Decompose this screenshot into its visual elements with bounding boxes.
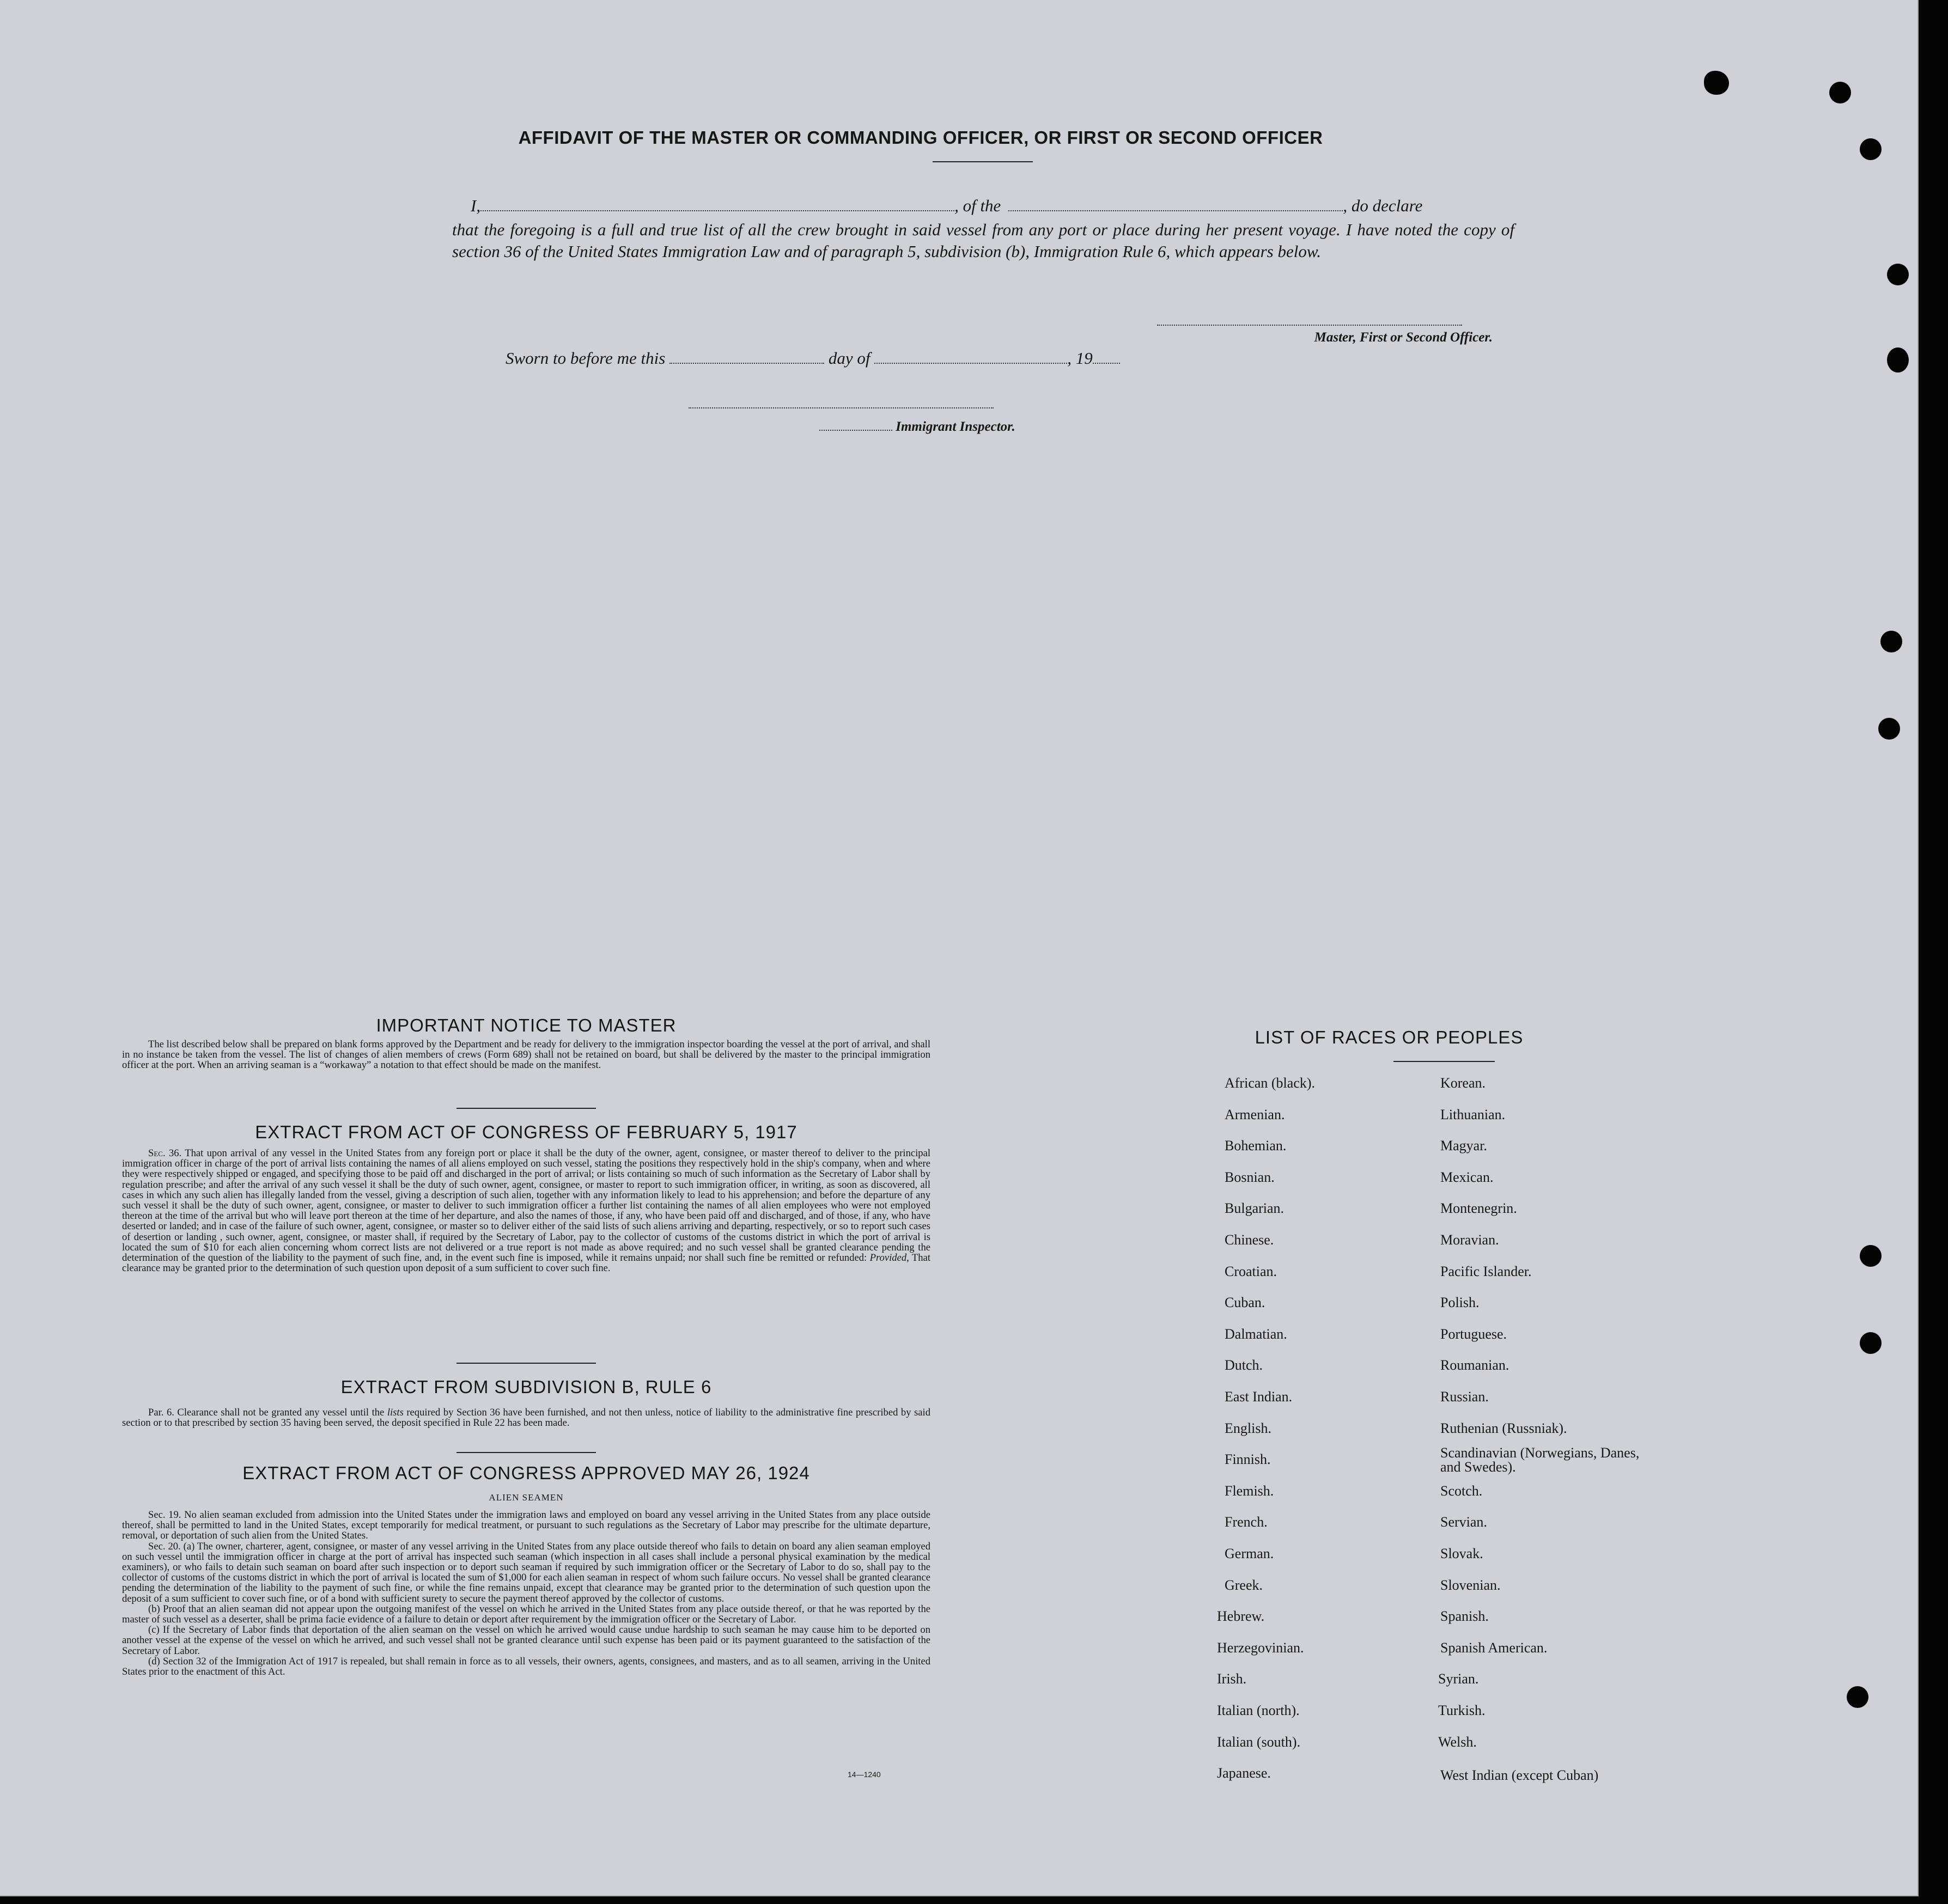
punch-hole bbox=[1880, 631, 1902, 652]
sec-36-text-end: That clearance may be granted prior to the determination of such question upon deposit of a sum sufficient to cover such fine. bbox=[122, 1252, 930, 1274]
master-signature-line[interactable] bbox=[1157, 325, 1462, 326]
do-declare-text: , do declare bbox=[1343, 196, 1423, 215]
sworn-day-field[interactable] bbox=[669, 351, 824, 364]
race-item: Armenian. bbox=[1225, 1107, 1285, 1122]
extract-1917-title: EXTRACT FROM ACT OF CONGRESS OF FEBRUARY 5, 1917 bbox=[255, 1122, 798, 1142]
inspector-signature-line[interactable] bbox=[689, 407, 994, 408]
race-item: Pacific Islander. bbox=[1440, 1264, 1532, 1279]
race-item: Scotch. bbox=[1440, 1483, 1483, 1499]
section-divider bbox=[456, 1363, 596, 1364]
race-item: Syrian. bbox=[1438, 1671, 1479, 1687]
inspector-label: Immigrant Inspector. bbox=[896, 419, 1015, 434]
race-item: Korean. bbox=[1440, 1075, 1486, 1091]
punch-hole bbox=[1860, 1245, 1882, 1267]
affidavit-title-rule bbox=[933, 161, 1033, 162]
race-item: Magyar. bbox=[1440, 1138, 1487, 1154]
race-item: Moravian. bbox=[1440, 1232, 1499, 1248]
punch-hole bbox=[1704, 71, 1729, 95]
master-signature-label: Master, First or Second Officer. bbox=[1314, 330, 1493, 345]
affidavit-title: AFFIDAVIT OF THE MASTER OR COMMANDING OFFICER, OR FIRST OR SECOND OFFICER bbox=[518, 127, 1323, 148]
notice-body: The list described below shall be prepared on blank forms approved by the Department and be ready for delivery to the immigration inspector boarding the vessel at the port of arrival, and shall in no instance be taken from the vessel. The list of changes of alien members of crews (Form 689) shall not be retained on board, but shall be delivered by the master to the principal immigration officer at the port. When an arriving seaman is a “workaway” a notation to that effect should be made on the manifest. bbox=[122, 1039, 930, 1071]
race-item: Bosnian. bbox=[1225, 1169, 1275, 1185]
race-item: Slovak. bbox=[1440, 1546, 1483, 1561]
race-item: Cuban. bbox=[1225, 1295, 1265, 1310]
race-item: Finnish. bbox=[1225, 1451, 1271, 1467]
punch-hole bbox=[1847, 1686, 1868, 1708]
race-item: West Indian (except Cuban) bbox=[1440, 1767, 1599, 1783]
rule6-lists-word: lists bbox=[387, 1407, 404, 1418]
sworn-line bbox=[506, 349, 1120, 368]
race-item: German. bbox=[1225, 1546, 1274, 1561]
punch-hole bbox=[1860, 1332, 1882, 1354]
race-item: Servian. bbox=[1440, 1514, 1487, 1530]
race-item: Bohemian. bbox=[1225, 1138, 1287, 1154]
declarant-prefix: I, bbox=[471, 196, 481, 215]
race-item: Spanish American. bbox=[1440, 1640, 1548, 1656]
race-item: Irish. bbox=[1217, 1671, 1247, 1687]
year-prefix: , 19 bbox=[1067, 349, 1093, 368]
of-the-text: , of the bbox=[954, 196, 1001, 215]
sec-36-text: That upon arrival of any vessel in the United States from any foreign port or place it shall be the duty of the owner, agent, consignee, or master thereof to deliver to the principal immigration officer in charge of the port of arrival lists containing the names of all aliens employed on such vessel, stating the positions they respectively hold in the ship's company, when and where they were respectively shipped or engaged, and specifying those to be paid off and discharged in the port of arrival; or lists containing so much of such information as the Secretary of Labor shall by regulation prescribe; and after the arrival of any such vessel it shall be the duty of such owner, agent, consignee, or master to report to such immigration officer, in writing, as soon as discovered, all cases in which any such alien has illegally landed from the vessel, giving a description of such alien, together with any information likely to lead to his apprehension; and before the departure of any such vessel it shall be the duty of such owner, agent, consignee, or master to deliver to such immigration officer a further list containing the names of all alien employees who were not employed thereon at the time of the arrival but who will leave port thereon at the time of her departure, and also the names of those, if any, who have been paid off and discharged, and of those, if any, who have deserted or landed; and in case of the failure of such owner, agent, consignee, or master so to deliver either of the said lists of such aliens arriving and departing, respectively, or so to report such cases of desertion or landing , such owner, agent, consignee, or master shall, if required by the Secretary of Labor, pay to the collector of customs of the customs district in which the port of arrival is located the sum of $10 for each alien concerning whom correct lists are not delivered or a true report is not made as above required; and no such vessel shall be granted clearance pending the determination of the question of the liability to the payment of such fine, and, in the event such fine is imposed, while it remains unpaid; nor shall such fine be remitted or refunded: bbox=[122, 1148, 931, 1264]
race-item: Ruthenian (Russniak). bbox=[1440, 1420, 1567, 1436]
race-item: Croatian. bbox=[1225, 1264, 1277, 1279]
sec-20c-paragraph: (c) If the Secretary of Labor finds that deportation of the alien seaman on the vessel on which he arrived would cause undue hardship to such seaman he may cause him to be deported on another vessel at the expense of the vessel on which he arrived, and such vessel shall not be granted clearance until such expense has been paid or its payment guaranteed to the satisfaction of the Secretary of Labor. bbox=[122, 1624, 930, 1657]
extract-1917-body bbox=[122, 1148, 930, 1273]
vessel-name-field[interactable] bbox=[1008, 198, 1343, 211]
punch-hole bbox=[1887, 264, 1909, 285]
section-divider bbox=[456, 1452, 596, 1453]
race-item: Portuguese. bbox=[1440, 1326, 1507, 1342]
race-item: Herzegovinian. bbox=[1217, 1640, 1304, 1656]
sworn-year-field[interactable] bbox=[1093, 351, 1120, 364]
race-item: Bulgarian. bbox=[1225, 1200, 1285, 1216]
race-item: Flemish. bbox=[1225, 1483, 1274, 1499]
provided-word: Provided, bbox=[869, 1252, 909, 1264]
rule6-text-a: Par. 6. Clearance shall not be granted any vessel until the bbox=[148, 1407, 387, 1418]
race-item: Mexican. bbox=[1440, 1169, 1494, 1185]
alien-seamen-subtitle: ALIEN SEAMEN bbox=[489, 1492, 564, 1503]
rule6-text-b: required by Section 36 have been furnished, and not then unless, notice of liability to the administrative fine prescribed by said section or to that prescribed by section 35 having been served, the deposit specified in Rule 22 has been made. bbox=[122, 1407, 930, 1429]
sec-19-paragraph: Sec. 19. No alien seaman excluded from admission into the United States under the immigration laws and employed on board any vessel arriving in the United States from any place outside thereof, shall be permitted to land in the United States, except temporarily for medical treatment, or pursuant to such regulations as the Secretary of Labor may prescribe for the ultimate departure, removal, or deportation of such alien from the United States. bbox=[122, 1509, 930, 1542]
affidavit-body: that the foregoing is a full and true list of all the crew brought in said vessel from any port or place during her present voyage. I have noted the copy of section 36 of the United States Immigration Law and of paragraph 5, subdivision (b), Immigration Rule 6, which appears below. bbox=[452, 220, 1514, 261]
inspector-line bbox=[819, 419, 1015, 435]
race-item: Japanese. bbox=[1217, 1765, 1271, 1781]
race-item: Greek. bbox=[1225, 1577, 1263, 1593]
sworn-text: Sworn to before me this bbox=[506, 349, 666, 368]
race-item: Montenegrin. bbox=[1440, 1200, 1517, 1216]
race-item: Lithuanian. bbox=[1440, 1107, 1506, 1122]
punch-hole bbox=[1860, 138, 1882, 160]
race-item: Italian (south). bbox=[1217, 1734, 1301, 1750]
race-item: African (black). bbox=[1225, 1075, 1316, 1091]
race-item: Chinese. bbox=[1225, 1232, 1274, 1248]
race-item: Slovenian. bbox=[1440, 1577, 1501, 1593]
race-item: Roumanian. bbox=[1440, 1357, 1509, 1373]
race-item: Scandinavian (Norwegians, Danes, and Swedes). bbox=[1440, 1445, 1640, 1475]
extract-1924-body bbox=[122, 1510, 930, 1677]
races-title-rule bbox=[1393, 1061, 1495, 1062]
form-number: 14—1240 bbox=[848, 1770, 881, 1779]
declarant-name-field[interactable] bbox=[480, 198, 954, 211]
sworn-month-field[interactable] bbox=[874, 351, 1067, 364]
race-item: East Indian. bbox=[1225, 1389, 1293, 1405]
race-item: Italian (north). bbox=[1217, 1702, 1300, 1718]
race-item: English. bbox=[1225, 1420, 1271, 1436]
affidavit-line-1 bbox=[471, 196, 1512, 216]
extract-rule6-title: EXTRACT FROM SUBDIVISION B, RULE 6 bbox=[340, 1377, 712, 1397]
sec-20a-paragraph: Sec. 20. (a) The owner, charterer, agent, consignee, or master of any vessel arriving in the United States from any place outside thereof who fails to detain on board any alien seaman employed on such vessel until the immigration officer in charge at the port of arrival has inspected such seaman (which inspection in all cases shall include a personal physical examination by the medical examiners), or who fails to detain such seaman on board after such inspection or to deport such seaman if required by such immigration officer or the Secretary of Labor to do so, shall pay to the collector of customs of the customs district in which the port of arrival is located the sum of $1,000 for each alien seaman in respect of whom such failure occurs. No vessel shall be granted clearance pending the determination of the liability to the payment of such fine, or while the fine remains unpaid, except that clearance may be granted prior to the determination of such question upon the deposit of a sum sufficient to cover such fine, or of a bond with sufficient surety to secure the payment thereof approved by the collector of customs. bbox=[122, 1540, 930, 1604]
extract-1924-title: EXTRACT FROM ACT OF CONGRESS APPROVED MAY 26, 1924 bbox=[242, 1463, 810, 1483]
section-divider bbox=[456, 1108, 596, 1109]
race-item: Polish. bbox=[1440, 1295, 1480, 1310]
inspector-name-field[interactable] bbox=[819, 422, 892, 431]
race-item: Russian. bbox=[1440, 1389, 1489, 1405]
extract-rule6-body bbox=[122, 1407, 930, 1428]
race-item: Turkish. bbox=[1438, 1702, 1486, 1718]
race-item: Spanish. bbox=[1440, 1608, 1489, 1624]
sec-20d-paragraph: (d) Section 32 of the Immigration Act of 1917 is repealed, but shall remain in force as to all vessels, their owners, agents, consignees, and masters, and as to all seamen, arriving in the United States prior to the enactment of this Act. bbox=[122, 1655, 930, 1678]
race-item: Welsh. bbox=[1438, 1734, 1477, 1750]
sec-36-label: Sec. 36. bbox=[148, 1148, 182, 1159]
punch-hole bbox=[1887, 347, 1909, 373]
race-item: French. bbox=[1225, 1514, 1268, 1530]
race-item: Dutch. bbox=[1225, 1357, 1263, 1373]
punch-hole bbox=[1878, 718, 1900, 740]
race-item: Dalmatian. bbox=[1225, 1326, 1287, 1342]
races-title: LIST OF RACES OR PEOPLES bbox=[1255, 1027, 1524, 1047]
punch-hole bbox=[1829, 82, 1851, 103]
sec-20b-paragraph: (b) Proof that an alien seaman did not appear upon the outgoing manifest of the vessel on which he arrived in the United States from any place outside thereof, or that he was reported by the master of such vessel as a deserter, shall be prima facie evidence of a failure to detain or deport after requirement by the immigration officer or the Secretary of Labor. bbox=[122, 1603, 930, 1626]
notice-title: IMPORTANT NOTICE TO MASTER bbox=[376, 1015, 677, 1035]
race-item: Hebrew. bbox=[1217, 1608, 1265, 1624]
day-of-text: day of bbox=[828, 349, 870, 368]
